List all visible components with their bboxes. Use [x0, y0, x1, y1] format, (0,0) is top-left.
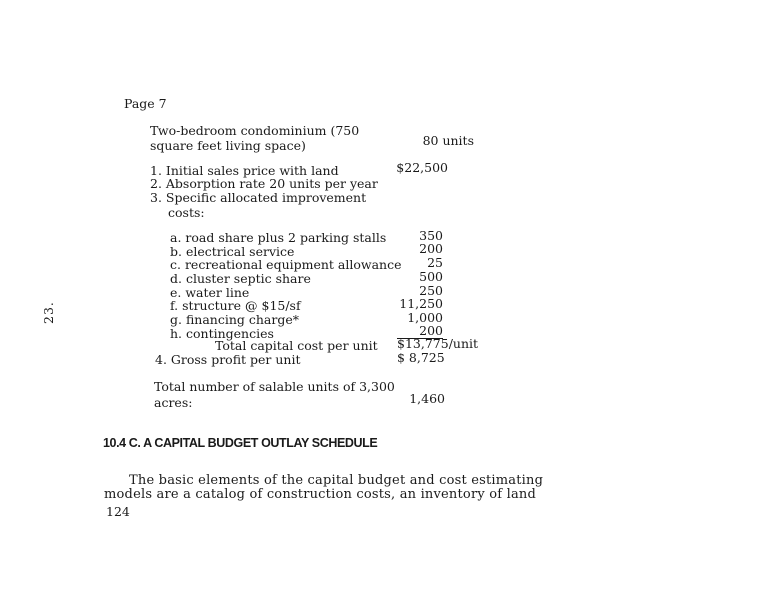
salable-value: 1,460: [409, 391, 445, 406]
page-number: 124: [106, 504, 130, 519]
cost-item-h-value: 200: [419, 323, 443, 338]
cost-item-e-value: 250: [419, 283, 443, 298]
costs-label: costs:: [168, 205, 205, 220]
side-page-number: 23.: [41, 301, 56, 324]
cost-item-h-label: h. contingencies: [170, 326, 274, 341]
cost-item-a-label: a. road share plus 2 parking stalls: [170, 230, 387, 245]
cost-item-d-label: d. cluster septic share: [170, 271, 311, 286]
cost-item-b-label: b. electrical service: [170, 244, 295, 259]
salable-line-2: acres:: [154, 395, 193, 410]
unit-type-line-1: Two-bedroom condominium (750: [150, 123, 360, 138]
cost-item-a-value: 350: [419, 228, 443, 243]
gross-profit-value: $ 8,725: [397, 350, 445, 365]
cost-item-f-value: 11,250: [399, 296, 443, 311]
cost-item-e-label: e. water line: [170, 285, 250, 300]
cost-item-d-value: 500: [419, 269, 443, 284]
unit-type-line-2: square feet living space): [150, 138, 306, 153]
cost-item-c-label: c. recreational equipment allowance: [170, 257, 402, 272]
cost-item-b-value: 200: [419, 241, 443, 256]
page-label: Page 7: [124, 96, 167, 111]
paragraph-line-2: models are a catalog of construction costs, an inventory of land: [104, 487, 537, 502]
section-heading: 10.4 C. A CAPITAL BUDGET OUTLAY SCHEDULE: [103, 436, 378, 450]
total-label: Total capital cost per unit: [215, 338, 378, 353]
cost-item-g-value: 1,000: [407, 310, 443, 325]
cost-item-g-label: g. financing charge*: [170, 312, 299, 327]
paragraph-line-1: The basic elements of the capital budget and cost estimating: [129, 473, 544, 488]
total-value: $13,775/unit: [397, 336, 479, 351]
salable-line-1: Total number of salable units of 3,300: [154, 379, 395, 394]
item-3-label: 3. Specific allocated improvement: [150, 190, 367, 205]
gross-profit-label: 4. Gross profit per unit: [155, 352, 301, 367]
cost-item-c-value: 25: [427, 255, 443, 270]
item-2-label: 2. Absorption rate 20 units per year: [150, 176, 378, 191]
unit-count: 80 units: [422, 133, 474, 148]
cost-item-f-label: f. structure @ $15/sf: [170, 298, 301, 313]
item-1-value: $22,500: [396, 160, 448, 175]
item-1-label: 1. Initial sales price with land: [150, 163, 339, 178]
